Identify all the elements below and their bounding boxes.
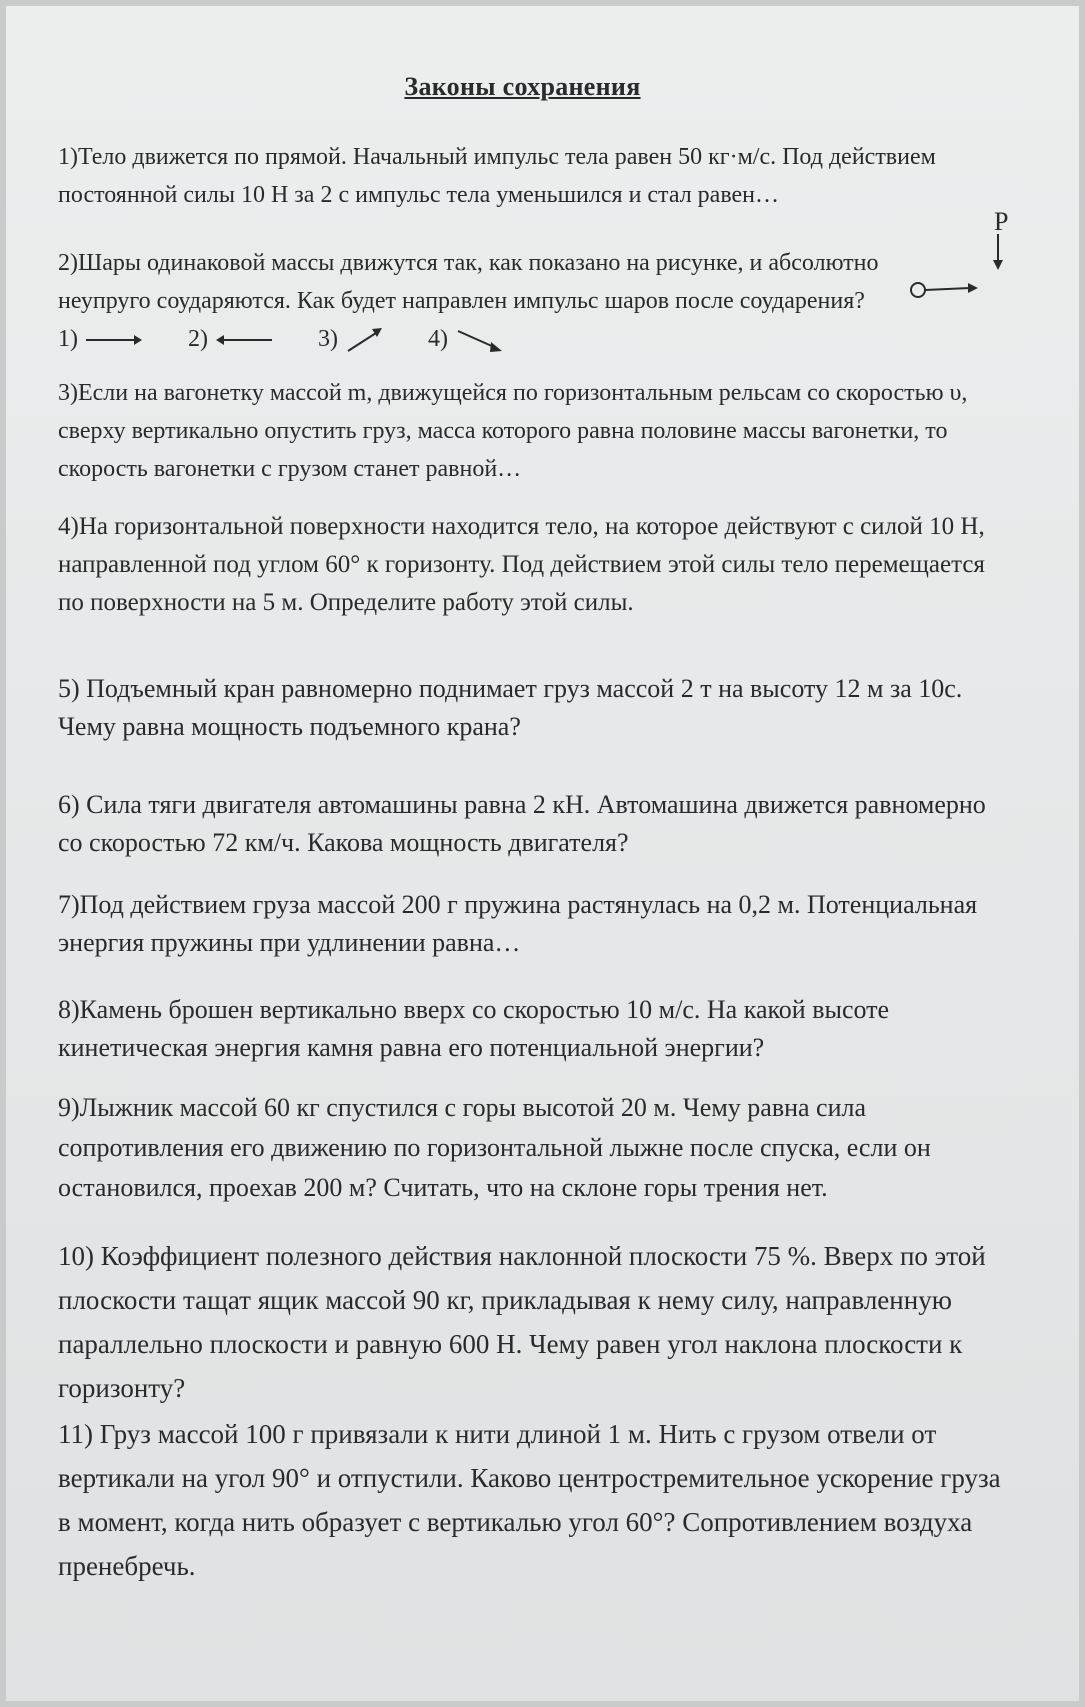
task-4-text: 4)На горизонтальной поверхности находится тело, на которое действуют с силой 10 Н, направленной под углом 60° к горизонту. Под действием этой силы тело перемещается по поверхности на 5 м. Определите работу этой силы.: [58, 513, 985, 616]
task-7-text: 7)Под действием груза массой 200 г пружина растянулась на 0,2 м. Потенциальная энергия пружины при удлинении равна…: [58, 890, 978, 957]
arrow-down-right-icon: [454, 325, 504, 355]
arrow-up-right-icon: [344, 325, 384, 355]
option-4-label: 4): [428, 326, 448, 352]
collision-figure: [906, 202, 1026, 322]
task-8: [58, 991, 1008, 1067]
figure-label: P: [994, 207, 1009, 236]
arrow-left-icon: [214, 332, 274, 348]
task-4: [58, 508, 1008, 622]
task-5-text: 5) Подъемный кран равномерно поднимает груз массой 2 т на высоту 12 м за 10с. Чему равна мощность подъемного крана?: [58, 674, 963, 741]
arrow-right-icon: [968, 283, 978, 293]
task-9: [58, 1088, 1008, 1208]
option-3-label: 3): [318, 326, 338, 352]
ball-1: [911, 283, 925, 297]
task-10-text: 10) Коэффициент полезного действия наклонной плоскости 75 %. Вверх по этой плоскости тащат ящик массой 90 кг, прикладывая к нему силу, направленную параллельно плоскости и равную 600 Н. Чему равен угол наклона плоскости к горизонту?: [58, 1241, 986, 1403]
ball-1-velocity-right: [925, 288, 970, 290]
task-5: [58, 670, 1008, 746]
arrow-right-icon: [84, 332, 144, 348]
task-6-text: 6) Сила тяги двигателя автомашины равна 2 кН. Автомашина движется равномерно со скоростью 72 км/ч. Какова мощность двигателя?: [58, 790, 986, 857]
task-2: [58, 244, 888, 358]
arrow-down-icon: [993, 260, 1003, 270]
task-2-options: [58, 320, 888, 358]
task-8-text: 8)Камень брошен вертикально вверх со скоростью 10 м/с. На какой высоте кинетическая энергия камня равна его потенциальной энергии?: [58, 995, 890, 1062]
option-2-label: 2): [188, 326, 208, 352]
task-1: [58, 138, 1008, 214]
task-10: [58, 1234, 1008, 1410]
task-1-text: 1)Тело движется по прямой. Начальный импульс тела равен 50 кг·м/с. Под действием постоянной силы 10 Н за 2 с импульс тела уменьшился и стал равен…: [58, 144, 936, 208]
task-2-text: 2)Шары одинаковой массы движутся так, как показано на рисунке, и абсолютно неупруго соударяются. Как будет направлен импульс шаров после соударения?: [58, 250, 879, 314]
worksheet-page: [6, 6, 1079, 1701]
page-title-text: Законы сохранения: [404, 72, 641, 101]
task-11-text: 11) Груз массой 100 г привязали к нити длиной 1 м. Нить с грузом отвели от вертикали на угол 90° и отпустили. Каково центростремительное ускорение груза в момент, когда нить образует с вертикалью угол 60°? Сопротивлением воздуха пренебречь.: [58, 1419, 1001, 1581]
option-1-label: 1): [58, 326, 78, 352]
task-3-text: 3)Если на вагонетку массой m, движущейся по горизонтальным рельсам со скоростью υ, сверху вертикально опустить груз, масса которого равна половине массы вагонетки, то скорость вагонетки с грузом станет равной…: [58, 380, 968, 482]
task-11: [58, 1412, 1008, 1588]
task-3: [58, 374, 1008, 488]
task-7: [58, 886, 1008, 962]
page-title: [6, 72, 1079, 102]
task-9-text: 9)Лыжник массой 60 кг спустился с горы высотой 20 м. Чему равна сила сопротивления его движению по горизонтальной лыжне после спуска, если он остановился, проехав 200 м? Считать, что на склоне горы трения нет.: [58, 1093, 931, 1202]
task-6: [58, 786, 1008, 862]
